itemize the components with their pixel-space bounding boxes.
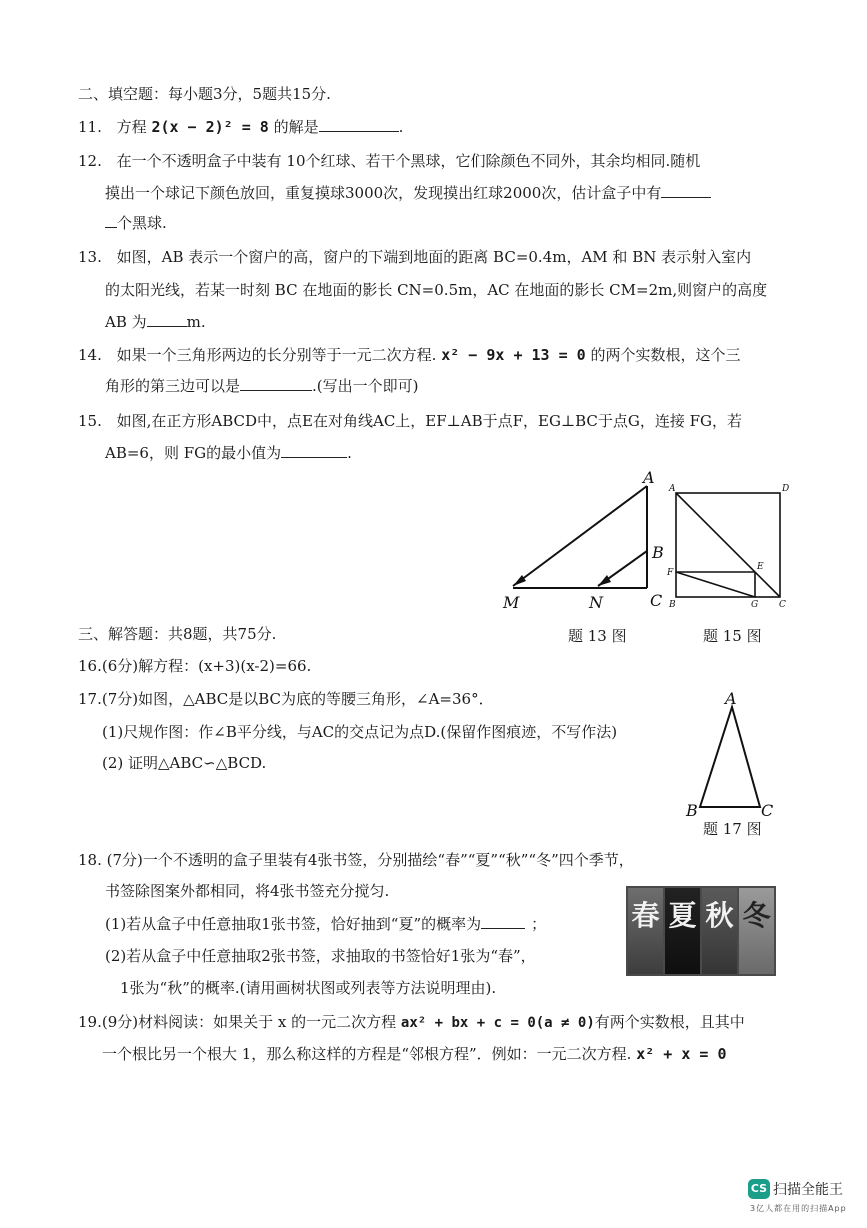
fig13-label-m: M [503,593,520,612]
q11-answer-blank[interactable] [319,117,399,132]
q11-equation: 2(x − 2)² = 8 [151,118,269,136]
q14-equation: x² − 9x + 13 = 0 [441,346,586,364]
fig17-triangle-abc [700,707,760,807]
q13-text-line3b: m. [186,313,206,331]
q19-equation-general: ax² + bx + c = 0(a ≠ 0) [400,1015,595,1031]
bookmark-card-winter: 冬 [739,888,774,974]
q18-answer-blank[interactable] [481,914,525,929]
q14-answer-blank[interactable] [240,376,312,391]
section3-header: 三、解答题：共8题，共75分. [78,625,277,643]
fig15-label-d: D [782,484,790,494]
fig17-label-b: B [686,801,698,818]
q12-text-line3: 个黑球. [117,214,167,232]
question-12-line1 [78,150,700,172]
bookmark-card-summer: 夏 [665,888,700,974]
fig13-sunray-am [513,486,647,586]
fig15-label-g: G [751,600,759,610]
q15-text-line1: 如图,在正方形ABCD中，点E在对角线AC上，EF⊥AB于点F，EG⊥BC于点G，连接 FG，若 [116,412,742,430]
bookmark-card-spring: 春 [628,888,663,974]
q15-text-line2b: . [347,444,352,462]
fig13-label-b: B [652,543,664,562]
q12-answer-blank[interactable] [661,183,711,198]
scanner-logo [748,1178,843,1199]
q19-text-line1b: 有两个实数根，且其中 [594,1013,745,1031]
question-19-line2 [102,1043,727,1065]
q12-text-line2: 摸出一个球记下颜色放回，重复摸球3000次，发现摸出红球2000次，估计盒子中有 [105,184,662,202]
fig17-label-a: A [725,690,737,708]
bookmark-card-autumn: 秋 [702,888,737,974]
question-18-part2: (2)若从盒子中任意抽取2张书签，求抽取的书签恰好1张为“春”， [105,947,536,965]
q15-text-line2a: AB=6，则 FG的最小值为 [105,444,282,462]
question-15-line2 [105,442,352,464]
question-11 [78,116,403,138]
figure-13 [495,468,675,613]
question-13-line3 [105,311,206,333]
question-19-line1 [78,1011,745,1034]
question-18-line2: 书签除图案外都相同，将4张书签充分搅匀. [105,882,390,900]
q19-equation-example: x² + x = 0 [636,1045,727,1063]
q11-end: . [398,118,404,136]
q18-part1-text: (1)若从盒子中任意抽取1张书签，恰好抽到“夏”的概率为 [105,915,482,933]
question-16: 16.(6分)解方程：(x+3)(x-2)=66. [78,657,312,675]
q13-text-line1: 如图，AB 表示一个窗户的高，窗户的下端到地面的距离 BC=0.4m，AM 和 BN 表示射入室内 [116,248,752,266]
fig15-segment-fg [676,572,755,597]
q15-number: 15. [78,412,102,430]
question-18-part2-cont: 1张为“秋”的概率.(请用画树状图或列表等方法说明理由). [120,979,497,997]
section2-header: 二、填空题：每小题3分，5题共15分. [78,85,331,103]
fig15-label-b: B [669,600,676,610]
q12-answer-blank-cont [105,213,117,228]
fig15-diagonal-ac [676,493,780,597]
q15-answer-blank[interactable] [281,443,347,458]
fig13-label-n: N [589,593,603,612]
q13-text-line3a: AB 为 [105,313,147,331]
fig15-label-f: F [667,568,674,578]
q14-text-line2b: .(写出一个即可) [312,377,419,395]
fig17-label-c: C [761,801,774,818]
q11-number: 11. [78,118,102,136]
q19-text-line2a: 一个根比另一个根大 1，那么称这样的方程是“邻根方程”．例如：一元二次方程. [102,1045,632,1063]
question-14-line2 [105,375,419,397]
fig17-caption: 题 17 图 [703,820,762,838]
question-15-line1 [78,410,742,432]
fig15-label-c: C [779,600,786,610]
figure-17 [682,690,782,818]
question-18-line1: 18. (7分)一个不透明的盒子里装有4张书签，分别描绘“春”“夏”“秋”“冬”四个季节， [78,851,634,869]
bookmark-cards-image [626,886,776,976]
question-14-line1 [78,344,741,366]
fig13-caption: 题 13 图 [568,627,627,645]
q12-text-line1: 在一个不透明盒子中装有 10个红球、若干个黑球，它们除颜色不同外，其余均相同.随机 [116,152,701,170]
question-18-part1 [105,913,546,935]
q13-number: 13. [78,248,102,266]
figure-15 [664,476,794,614]
q14-text-line2a: 角形的第三边可以是 [105,377,241,395]
scanner-app-name: 扫描全能王 [773,1181,843,1198]
fig15-label-a: A [669,484,676,494]
scanner-app-tagline: 3亿人都在用的扫描App [750,1204,847,1213]
fig13-arrowhead-n [598,575,611,586]
fig15-label-e: E [757,562,764,572]
fig15-caption: 题 15 图 [703,627,762,645]
question-13-line2: 的太阳光线，若某一时刻 BC 在地面的影长 CN=0.5m，AC 在地面的影长 CM=2m,则窗户的高度 [105,281,768,299]
q14-number: 14. [78,346,102,364]
q12-number: 12. [78,152,102,170]
question-17-part2: (2) 证明△ABC∽△BCD. [102,754,267,772]
q11-post: 的解是 [273,118,319,136]
fig13-label-c: C [650,591,663,610]
q19-text-line1a: 19.(9分)材料阅读：如果关于 x 的一元二次方程 [78,1013,397,1031]
q11-pre: 方程 [116,118,147,136]
question-12-line3 [105,212,167,234]
fig13-label-a: A [643,468,655,487]
question-13-line1 [78,246,751,268]
q18-part1-end: ； [531,915,547,933]
question-17-part1: (1)尺规作图：作∠B平分线，与AC的交点记为点D.(保留作图痕迹，不写作法) [102,723,618,741]
q14-text-line1b: 的两个实数根，这个三 [590,346,741,364]
cs-badge-icon: CS [748,1179,770,1199]
q14-text-line1a: 如果一个三角形两边的长分别等于一元二次方程. [116,346,437,364]
q13-answer-blank[interactable] [147,312,187,327]
question-17-line1: 17.(7分)如图，△ABC是以BC为底的等腰三角形，∠A=36°． [78,690,494,708]
question-12-line2 [105,182,711,204]
